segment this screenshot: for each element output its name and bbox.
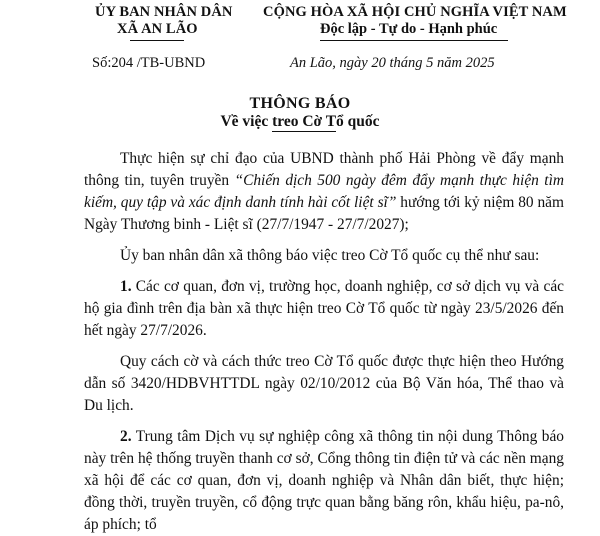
intro-text: Thực hiện sự chỉ đạo của UBND thành phố Hải Phòng về đẩy mạnh thông tin, tuyên truyền <box>84 150 564 189</box>
document-title: THÔNG BÁO <box>249 95 351 112</box>
motto-underline <box>320 40 508 41</box>
paragraph-intro <box>84 148 564 236</box>
item-number: 1. <box>120 278 132 295</box>
commune-name: XÃ AN LÃO <box>117 21 198 37</box>
intro-text-end: hướng tới kỷ niệm 80 năm Ngày Thương binh - Liệt sĩ (27/7/1947 - 27/7/2027); <box>84 194 564 233</box>
document-subtitle: Về việc treo Cờ Tổ quốc <box>220 113 380 130</box>
paragraph-item-1 <box>84 276 564 342</box>
paragraph-flag-guidance: Quy cách cờ và cách thức treo Cờ Tổ quốc được thực hiện theo Hướng dẫn số 3420/HDBVHTTDL ngày 02/10/2012 của Bộ Văn hóa, Thể thao và Du lịch. <box>84 353 564 414</box>
item-1-text: Các cơ quan, đơn vị, trường học, doanh nghiệp, cơ sở dịch vụ và các hộ gia đình trên địa bàn xã thực hiện treo Cờ Tổ quốc từ ngày 23/5/2026 đến hết ngày 27/7/2026. <box>84 278 564 339</box>
campaign-name: “Chiến dịch 500 ngày đêm đẩy mạnh thực hiện tìm kiếm, quy tập và xác định danh tính hài cốt liệt sĩ” <box>84 172 564 211</box>
national-title: CỘNG HÒA XÃ HỘI CHỦ NGHĨA VIỆT NAM <box>263 4 567 20</box>
subtitle-underline <box>272 131 336 132</box>
date-line: An Lão, ngày 20 tháng 5 năm 2025 <box>290 55 495 71</box>
agency-name: ỦY BAN NHÂN DÂN <box>95 4 233 20</box>
paragraph-item-2 <box>84 426 564 536</box>
document-body <box>84 148 564 536</box>
national-motto: Độc lập - Tự do - Hạnh phúc <box>320 21 498 37</box>
paragraph-announce: Ủy ban nhân dân xã thông báo việc treo Cờ Tổ quốc cụ thể như sau: <box>120 247 540 264</box>
doc-number: Số:204 /TB-UBND <box>92 55 206 71</box>
item-number: 2. <box>120 428 132 445</box>
left-header-underline <box>130 40 184 41</box>
item-2-text: Trung tâm Dịch vụ sự nghiệp công xã thông tin nội dung Thông báo này trên hệ thống truyền thanh cơ sở, Cổng thông tin điện tử và các nền mạng xã hội để các cơ quan, đơn vị, doanh nghiệp và Nhân dân biết, thực hiện; đồng thời, truyền truyền, cổ động trực quan bằng băng rôn, khẩu hiệu, pa-nô, áp phích; tổ <box>84 428 564 533</box>
